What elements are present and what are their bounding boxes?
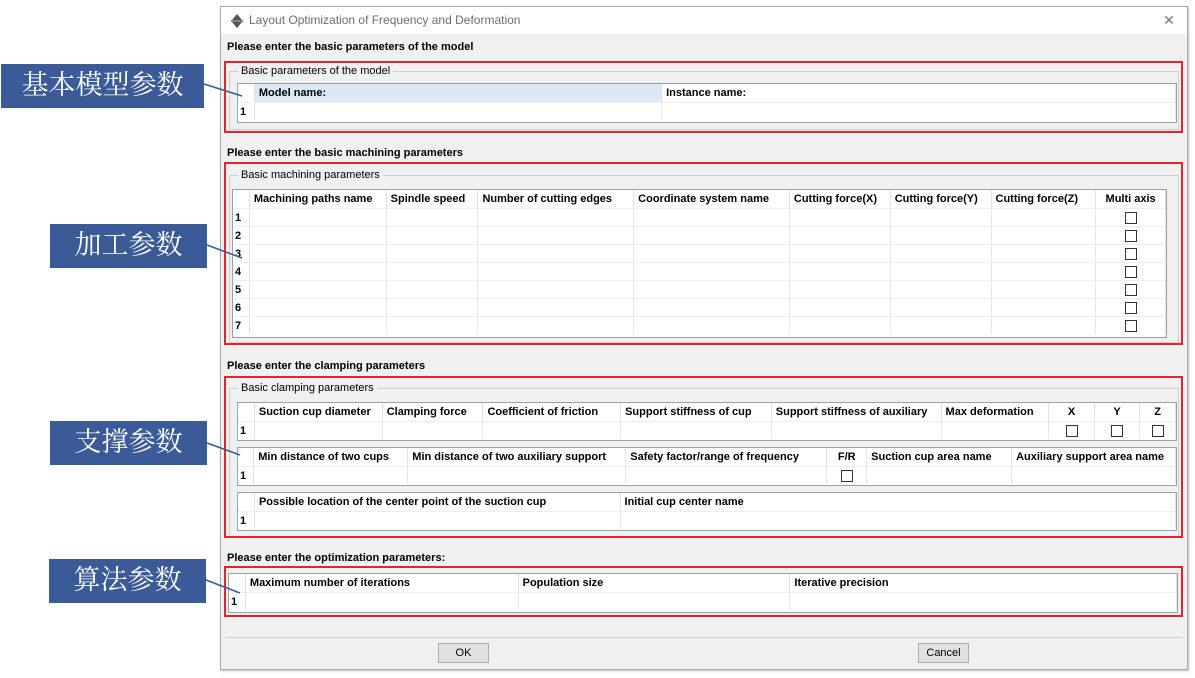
column-header[interactable]: Suction cup diameter — [254, 403, 382, 422]
column-header[interactable]: Y — [1094, 403, 1139, 422]
optimization-section-heading: Please enter the optimization parameters: — [227, 552, 446, 564]
column-header[interactable]: Min distance of two cups — [254, 448, 408, 467]
row-header[interactable]: 2 — [233, 227, 249, 245]
column-header[interactable]: Population size — [518, 574, 790, 593]
column-header[interactable]: Coordinate system name — [634, 190, 790, 209]
column-header[interactable]: Spindle speed — [386, 190, 478, 209]
column-header[interactable]: Coefficient of friction — [483, 403, 621, 422]
row-header[interactable]: 1 — [238, 103, 254, 121]
machining-group-label: Basic machining parameters — [238, 169, 383, 181]
row-header[interactable]: 1 — [238, 512, 254, 530]
model-section-heading: Please enter the basic parameters of the model — [227, 41, 474, 53]
column-header[interactable]: Cutting force(Z) — [991, 190, 1096, 209]
row-header[interactable]: 1 — [238, 467, 254, 485]
row-header[interactable]: 4 — [233, 263, 249, 281]
column-header[interactable]: Clamping force — [382, 403, 483, 422]
column-header[interactable]: Iterative precision — [790, 574, 1177, 593]
ok-button[interactable]: OK — [438, 643, 489, 663]
clamping-group-label: Basic clamping parameters — [238, 382, 377, 394]
column-header[interactable]: F/R — [827, 448, 867, 467]
row-header[interactable]: 6 — [233, 299, 249, 317]
column-header[interactable]: Support stiffness of cup — [621, 403, 772, 422]
column-header[interactable]: Multi axis — [1096, 190, 1166, 209]
column-header[interactable]: Model name: — [254, 84, 661, 103]
column-header[interactable]: Machining paths name — [249, 190, 386, 209]
annotation-model-params: 基本模型参数 — [1, 64, 204, 108]
row-header[interactable]: 1 — [233, 209, 249, 227]
clamping-section-heading: Please enter the clamping parameters — [227, 360, 426, 372]
column-header[interactable]: Z — [1140, 403, 1176, 422]
column-header[interactable]: Initial cup center name — [620, 493, 1175, 512]
annotation-clamping-params: 支撑参数 — [50, 421, 207, 465]
row-header[interactable]: 7 — [233, 317, 249, 335]
column-header[interactable]: Cutting force(X) — [789, 190, 890, 209]
column-header[interactable]: Possible location of the center point of the suction cup — [254, 493, 620, 512]
window-title: Layout Optimization of Frequency and Deformation — [249, 13, 521, 27]
row-header[interactable]: 1 — [238, 422, 254, 440]
row-header[interactable]: 5 — [233, 281, 249, 299]
column-header[interactable]: Maximum number of iterations — [245, 574, 518, 593]
annotation-machining-params: 加工参数 — [50, 224, 207, 268]
cancel-button[interactable]: Cancel — [918, 643, 969, 663]
column-header[interactable]: X — [1049, 403, 1094, 422]
column-header[interactable]: Auxiliary support area name — [1012, 448, 1176, 467]
row-header[interactable]: 3 — [233, 245, 249, 263]
model-group-label: Basic parameters of the model — [238, 65, 393, 77]
column-header[interactable]: Instance name: — [662, 84, 1176, 103]
column-header[interactable]: Cutting force(Y) — [890, 190, 991, 209]
annotation-algorithm-params: 算法参数 — [49, 559, 206, 603]
column-header[interactable]: Safety factor/range of frequency — [626, 448, 827, 467]
column-header[interactable]: Number of cutting edges — [478, 190, 634, 209]
close-icon[interactable]: ✕ — [1163, 12, 1175, 28]
column-header[interactable]: Min distance of two auxiliary support — [408, 448, 626, 467]
row-header[interactable]: 1 — [229, 593, 245, 611]
column-header[interactable]: Support stiffness of auxiliary — [771, 403, 941, 422]
column-header[interactable]: Max deformation — [941, 403, 1049, 422]
column-header[interactable]: Suction cup area name — [867, 448, 1012, 467]
machining-section-heading: Please enter the basic machining parameters — [227, 147, 463, 159]
